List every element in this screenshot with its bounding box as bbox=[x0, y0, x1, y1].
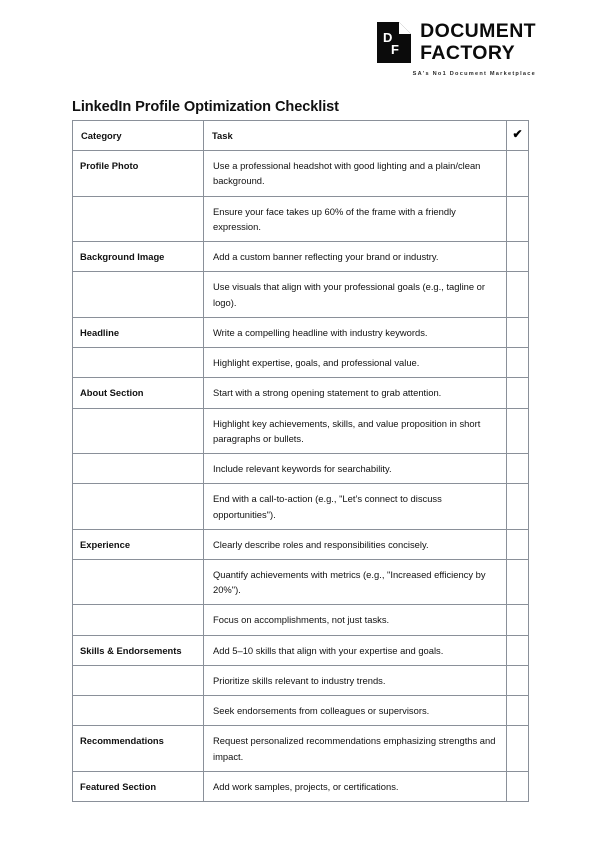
cell-checkbox[interactable] bbox=[507, 696, 529, 726]
cell-checkbox[interactable] bbox=[507, 559, 529, 604]
cell-category: Skills & Endorsements bbox=[73, 635, 204, 665]
cell-checkbox[interactable] bbox=[507, 317, 529, 347]
cell-checkbox[interactable] bbox=[507, 454, 529, 484]
cell-category bbox=[73, 665, 204, 695]
cell-category: Experience bbox=[73, 529, 204, 559]
cell-checkbox[interactable] bbox=[507, 196, 529, 241]
cell-checkbox[interactable] bbox=[507, 484, 529, 529]
table-row bbox=[73, 771, 529, 801]
table-row bbox=[73, 665, 529, 695]
cell-checkbox[interactable] bbox=[507, 605, 529, 635]
svg-text:D: D bbox=[383, 30, 393, 45]
cell-category: About Section bbox=[73, 378, 204, 408]
cell-category: Profile Photo bbox=[73, 151, 204, 196]
table-body bbox=[73, 151, 529, 802]
table-row bbox=[73, 242, 529, 272]
table-row bbox=[73, 272, 529, 317]
cell-checkbox[interactable] bbox=[507, 242, 529, 272]
page-title: LinkedIn Profile Optimization Checklist bbox=[72, 98, 339, 115]
table-row bbox=[73, 378, 529, 408]
cell-task: Request personalized recommendations emphasizing strengths and impact. bbox=[204, 726, 507, 771]
cell-checkbox[interactable] bbox=[507, 348, 529, 378]
cell-task: Focus on accomplishments, not just tasks. bbox=[204, 605, 507, 635]
column-header-task: Task bbox=[204, 121, 507, 151]
table-row bbox=[73, 529, 529, 559]
brand-name-line-2: FACTORY bbox=[420, 41, 516, 64]
cell-task: Prioritize skills relevant to industry trends. bbox=[204, 665, 507, 695]
cell-category bbox=[73, 696, 204, 726]
cell-task: Highlight key achievements, skills, and value proposition in short paragraphs or bullets. bbox=[204, 408, 507, 453]
cell-task: Add work samples, projects, or certifications. bbox=[204, 771, 507, 801]
cell-task: Use visuals that align with your professional goals (e.g., tagline or logo). bbox=[204, 272, 507, 317]
table-row bbox=[73, 635, 529, 665]
brand-name-line-1: DOCUMENT bbox=[420, 20, 536, 42]
cell-checkbox[interactable] bbox=[507, 635, 529, 665]
table-header bbox=[73, 121, 529, 151]
table-row bbox=[73, 454, 529, 484]
cell-category bbox=[73, 559, 204, 604]
cell-task: Clearly describe roles and responsibilities concisely. bbox=[204, 529, 507, 559]
column-header-check bbox=[507, 121, 529, 151]
cell-category bbox=[73, 272, 204, 317]
table-row bbox=[73, 484, 529, 529]
brand-row bbox=[377, 22, 536, 63]
cell-task: Include relevant keywords for searchability. bbox=[204, 454, 507, 484]
document-page-icon bbox=[377, 22, 411, 63]
cell-category: Background Image bbox=[73, 242, 204, 272]
cell-task: Start with a strong opening statement to grab attention. bbox=[204, 378, 507, 408]
cell-task: Seek endorsements from colleagues or supervisors. bbox=[204, 696, 507, 726]
cell-task: Add 5–10 skills that align with your expertise and goals. bbox=[204, 635, 507, 665]
cell-task: Quantify achievements with metrics (e.g., "Increased efficiency by 20%"). bbox=[204, 559, 507, 604]
checklist-table-container bbox=[72, 120, 528, 802]
cell-checkbox[interactable] bbox=[507, 272, 529, 317]
brand-logo-block bbox=[377, 22, 536, 77]
cell-category: Featured Section bbox=[73, 771, 204, 801]
cell-category: Recommendations bbox=[73, 726, 204, 771]
table-row bbox=[73, 726, 529, 771]
table-row bbox=[73, 151, 529, 196]
cell-category bbox=[73, 484, 204, 529]
table-row bbox=[73, 408, 529, 453]
cell-category: Headline bbox=[73, 317, 204, 347]
brand-tagline: SA's No1 Document Marketplace bbox=[412, 71, 536, 77]
cell-checkbox[interactable] bbox=[507, 151, 529, 196]
table-row bbox=[73, 605, 529, 635]
table-row bbox=[73, 196, 529, 241]
cell-task: Add a custom banner reflecting your brand or industry. bbox=[204, 242, 507, 272]
column-header-category: Category bbox=[73, 121, 204, 151]
cell-category bbox=[73, 348, 204, 378]
checkmark-icon: ✔ bbox=[512, 127, 523, 141]
table-row bbox=[73, 696, 529, 726]
cell-category bbox=[73, 454, 204, 484]
brand-wordmark bbox=[420, 22, 536, 63]
table-row bbox=[73, 317, 529, 347]
cell-category bbox=[73, 196, 204, 241]
cell-task: Write a compelling headline with industry keywords. bbox=[204, 317, 507, 347]
svg-text:F: F bbox=[391, 42, 400, 57]
cell-task: Highlight expertise, goals, and professional value. bbox=[204, 348, 507, 378]
cell-checkbox[interactable] bbox=[507, 378, 529, 408]
cell-checkbox[interactable] bbox=[507, 529, 529, 559]
cell-task: Use a professional headshot with good lighting and a plain/clean background. bbox=[204, 151, 507, 196]
cell-category bbox=[73, 408, 204, 453]
cell-task: Ensure your face takes up 60% of the frame with a friendly expression. bbox=[204, 196, 507, 241]
table-header-row bbox=[73, 121, 529, 151]
cell-checkbox[interactable] bbox=[507, 726, 529, 771]
table-row bbox=[73, 559, 529, 604]
cell-task: End with a call-to-action (e.g., "Let’s connect to discuss opportunities"). bbox=[204, 484, 507, 529]
cell-checkbox[interactable] bbox=[507, 665, 529, 695]
checklist-table bbox=[72, 120, 529, 802]
cell-checkbox[interactable] bbox=[507, 408, 529, 453]
table-row bbox=[73, 348, 529, 378]
cell-category bbox=[73, 605, 204, 635]
cell-checkbox[interactable] bbox=[507, 771, 529, 801]
